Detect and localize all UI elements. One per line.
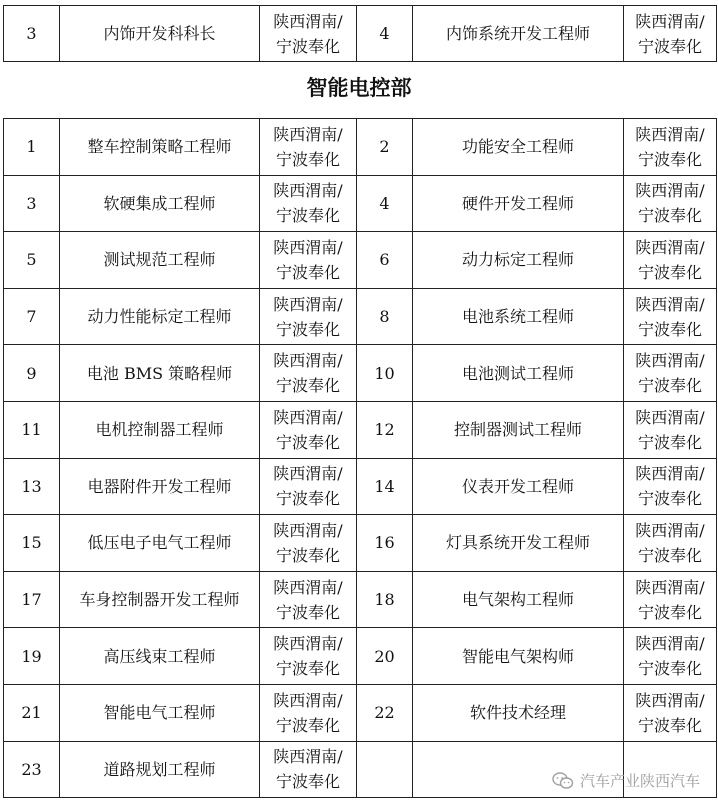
- location-line: 陕西渭南/: [273, 11, 343, 31]
- location-line: 宁波奉化: [637, 206, 702, 226]
- location-line: 宁波奉化: [637, 545, 702, 565]
- location-line: 宁波奉化: [637, 602, 702, 622]
- table-row: [4, 6, 717, 62]
- location-cell: [260, 232, 357, 289]
- index-cell: 9: [4, 345, 60, 402]
- location-line: 陕西渭南/: [635, 407, 705, 427]
- position-cell: 电气架构工程师: [413, 571, 624, 628]
- location-line: 宁波奉化: [275, 262, 340, 282]
- location-line: 宁波奉化: [275, 659, 340, 679]
- location-line: 宁波奉化: [275, 206, 340, 226]
- location-line: 陕西渭南/: [273, 464, 343, 484]
- index-cell: 5: [4, 232, 60, 289]
- position-cell: 智能电气工程师: [60, 684, 260, 741]
- position-cell: 动力标定工程师: [413, 232, 624, 289]
- table-row: [4, 515, 717, 572]
- index-cell: 17: [4, 571, 60, 628]
- location-cell: [624, 401, 717, 458]
- location-line: 宁波奉化: [637, 319, 702, 339]
- location-line: 陕西渭南/: [635, 181, 705, 201]
- position-table: [3, 118, 717, 798]
- table-row: [4, 628, 717, 685]
- index-cell: 7: [4, 288, 60, 345]
- location-cell: [260, 288, 357, 345]
- position-cell: 软件技术经理: [413, 684, 624, 741]
- table-row: [4, 288, 717, 345]
- index-cell: 16: [357, 515, 413, 572]
- location-line: 宁波奉化: [275, 489, 340, 509]
- position-cell: 测试规范工程师: [60, 232, 260, 289]
- index-cell: 10: [357, 345, 413, 402]
- location-cell: [624, 571, 717, 628]
- index-cell: [357, 741, 413, 798]
- location-line: 宁波奉化: [275, 772, 340, 792]
- index-cell: 1: [4, 119, 60, 176]
- location-cell: [260, 684, 357, 741]
- location-line: 陕西渭南/: [635, 294, 705, 314]
- position-cell: 电池 BMS 策略程师: [60, 345, 260, 402]
- location-cell: [260, 458, 357, 515]
- position-cell: 内饰开发科科长: [60, 6, 260, 62]
- index-cell: 23: [4, 741, 60, 798]
- table-row: [4, 571, 717, 628]
- position-cell: 车身控制器开发工程师: [60, 571, 260, 628]
- index-cell: 22: [357, 684, 413, 741]
- location-line: 宁波奉化: [637, 489, 702, 509]
- index-cell: 2: [357, 119, 413, 176]
- location-cell: [260, 175, 357, 232]
- location-line: 宁波奉化: [275, 432, 340, 452]
- table-row: [4, 458, 717, 515]
- location-line: 宁波奉化: [637, 715, 702, 735]
- location-line: 宁波奉化: [637, 36, 702, 56]
- table-row: [4, 401, 717, 458]
- location-line: 宁波奉化: [275, 319, 340, 339]
- location-cell: [260, 628, 357, 685]
- index-cell: 20: [357, 628, 413, 685]
- location-line: 陕西渭南/: [273, 634, 343, 654]
- location-line: 宁波奉化: [275, 715, 340, 735]
- table-row: [4, 232, 717, 289]
- index-cell: 21: [4, 684, 60, 741]
- watermark-text: 汽车产业陕西汽车: [579, 772, 700, 790]
- position-cell: 软硬集成工程师: [60, 175, 260, 232]
- position-cell: 电池系统工程师: [413, 288, 624, 345]
- index-cell: 11: [4, 401, 60, 458]
- index-cell: 6: [357, 232, 413, 289]
- index-cell: 14: [357, 458, 413, 515]
- location-cell: [260, 571, 357, 628]
- location-line: 宁波奉化: [275, 602, 340, 622]
- location-cell: [260, 515, 357, 572]
- wechat-icon: [552, 772, 574, 790]
- position-cell: 电器附件开发工程师: [60, 458, 260, 515]
- location-cell: [624, 6, 717, 62]
- top-position-table: [3, 5, 717, 62]
- location-line: 宁波奉化: [637, 659, 702, 679]
- table-row: [4, 119, 717, 176]
- location-cell: [260, 741, 357, 798]
- location-cell: [624, 458, 717, 515]
- location-cell: [260, 119, 357, 176]
- location-line: 陕西渭南/: [273, 577, 343, 597]
- location-cell: [624, 684, 717, 741]
- index-cell: 13: [4, 458, 60, 515]
- index-cell: 3: [4, 6, 60, 62]
- position-cell: 硬件开发工程师: [413, 175, 624, 232]
- position-cell: 灯具系统开发工程师: [413, 515, 624, 572]
- location-cell: [624, 515, 717, 572]
- location-cell: [260, 401, 357, 458]
- position-cell: 高压线束工程师: [60, 628, 260, 685]
- location-line: 陕西渭南/: [273, 124, 343, 144]
- index-cell: 12: [357, 401, 413, 458]
- location-line: 陕西渭南/: [635, 690, 705, 710]
- location-line: 陕西渭南/: [635, 237, 705, 257]
- position-cell: 仪表开发工程师: [413, 458, 624, 515]
- index-cell: 8: [357, 288, 413, 345]
- location-line: 宁波奉化: [275, 149, 340, 169]
- position-cell: 内饰系统开发工程师: [413, 6, 624, 62]
- position-cell: 智能电气架构师: [413, 628, 624, 685]
- position-cell: 低压电子电气工程师: [60, 515, 260, 572]
- location-line: 陕西渭南/: [273, 237, 343, 257]
- location-line: 陕西渭南/: [273, 351, 343, 371]
- index-cell: 4: [357, 6, 413, 62]
- position-cell: 控制器测试工程师: [413, 401, 624, 458]
- position-cell: 电池测试工程师: [413, 345, 624, 402]
- position-cell: 整车控制策略工程师: [60, 119, 260, 176]
- location-cell: [624, 119, 717, 176]
- location-line: 陕西渭南/: [273, 407, 343, 427]
- location-line: 宁波奉化: [637, 262, 702, 282]
- location-cell: [624, 628, 717, 685]
- location-cell: [624, 175, 717, 232]
- location-line: 陕西渭南/: [635, 464, 705, 484]
- index-cell: 15: [4, 515, 60, 572]
- location-line: 陕西渭南/: [635, 124, 705, 144]
- index-cell: 19: [4, 628, 60, 685]
- location-line: 陕西渭南/: [635, 351, 705, 371]
- location-cell: [624, 288, 717, 345]
- index-cell: 3: [4, 175, 60, 232]
- location-line: 宁波奉化: [637, 432, 702, 452]
- section-title: 智能电控部: [306, 76, 412, 100]
- location-line: 陕西渭南/: [635, 634, 705, 654]
- position-cell: 道路规划工程师: [60, 741, 260, 798]
- location-line: 宁波奉化: [275, 376, 340, 396]
- position-cell: 功能安全工程师: [413, 119, 624, 176]
- table-row: [4, 175, 717, 232]
- position-cell: 电机控制器工程师: [60, 401, 260, 458]
- location-line: 陕西渭南/: [273, 520, 343, 540]
- location-line: 宁波奉化: [637, 149, 702, 169]
- location-line: 宁波奉化: [275, 545, 340, 565]
- location-cell: [624, 232, 717, 289]
- location-line: 宁波奉化: [275, 36, 340, 56]
- location-cell: [624, 345, 717, 402]
- location-line: 陕西渭南/: [273, 181, 343, 201]
- location-cell: [260, 6, 357, 62]
- location-line: 陕西渭南/: [273, 747, 343, 767]
- location-line: 陕西渭南/: [273, 690, 343, 710]
- table-row: [4, 684, 717, 741]
- table-row: [4, 345, 717, 402]
- location-line: 陕西渭南/: [273, 294, 343, 314]
- location-line: 宁波奉化: [637, 376, 702, 396]
- index-cell: 18: [357, 571, 413, 628]
- location-line: 陕西渭南/: [635, 520, 705, 540]
- location-line: 陕西渭南/: [635, 577, 705, 597]
- location-line: 陕西渭南/: [635, 11, 705, 31]
- location-cell: [260, 345, 357, 402]
- watermark: [552, 770, 700, 791]
- index-cell: 4: [357, 175, 413, 232]
- position-cell: 动力性能标定工程师: [60, 288, 260, 345]
